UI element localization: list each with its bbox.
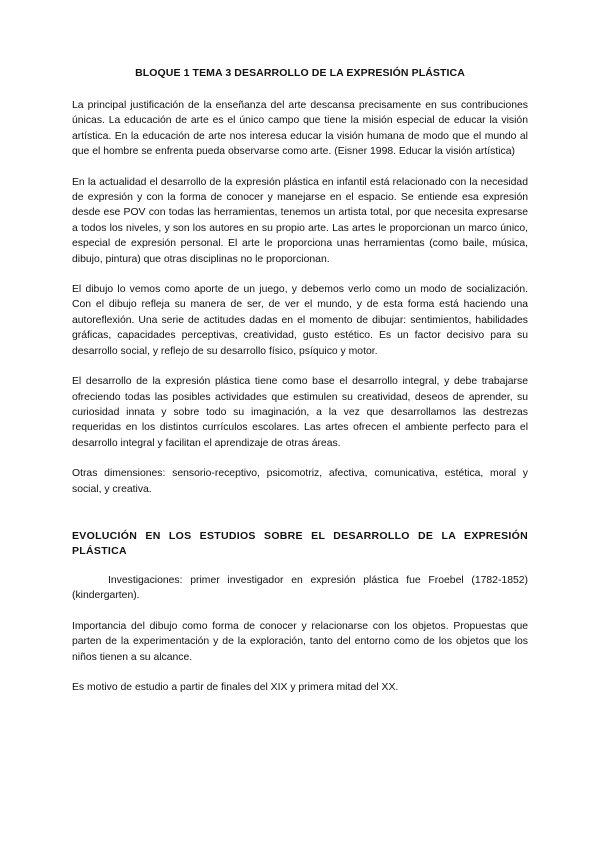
paragraph-study-period: Es motivo de estudio a partir de finales del XIX y primera mitad del XX. [72,681,399,693]
paragraph-investigations: Investigaciones: primer investigador en expresión plástica fue Froebel (1782-1852) (kindergarten). [72,574,528,602]
paragraph-integral-development: El desarrollo de la expresión plástica tiene como base el desarrollo integral, y debe trabajarse ofreciendo todas las posibles actividades que estimulen su creatividad, deseos de aprender, su curiosidad innata y sobre todo su imaginación, a la vez que desarrollamos las destrezas requeridas en los distintos currículos escolares. Las artes ofrecen el ambiente perfecto para el desarrollo integral y facilitan el aprendizaje de otras áreas. [72,376,528,449]
paragraph-drawing-importance: Importancia del dibujo como forma de conocer y relacionarse con los objetos. Propuestas que parten de la experimentación y de la exploración, tanto del entorno como de los objetos que los niños tienen a su alcance. [72,620,528,663]
document-title: BLOQUE 1 TEMA 3 DESARROLLO DE LA EXPRESIÓN PLÁSTICA [135,67,465,79]
paragraph-eisner-quote: La principal justificación de la enseñanza del arte descansa precisamente en sus contribuciones únicas. La educación de arte es el único campo que tiene la misión especial de educar la visión artística. En la educación de arte nos interesa educar la visión humana de modo que el mundo al que el hombre se enfrenta pueda observarse como arte. (Eisner 1998. Educar la visión artística) [72,100,528,158]
paragraph-drawing-play: El dibujo lo vemos como aporte de un juego, y debemos verlo como un modo de socialización. Con el dibujo refleja su manera de ser, de ver el mundo, y de esta forma está haciendo una autoreflexión. Una serie de actitudes dadas en el momento de dibujar: sentimientos, habilidades gráficas, capacidades perceptivas, creatividad, gusto estético. Es un factor decisivo para su desarrollo social, y reflejo de su desarrollo físico, psíquico y motor. [72,284,528,357]
section-title-evolution: EVOLUCIÓN EN LOS ESTUDIOS SOBRE EL DESARROLLO DE LA EXPRESIÓN PLÁSTICA [72,529,528,557]
paragraph-current-development: En la actualidad el desarrollo de la expresión plástica en infantil está relacionado con la necesidad de expresión y con la forma de conocer y manejarse en el espacio. Se entiende esa expresión desde ese POV con todas las herramientas, tenemos un artista total, por que necesita expresarse a todos los niveles, y son los autores en su propio arte. Las artes le proporcionan un marco único, especial de expresión personal. El arte le proporciona unas herramientas (como baile, música, dibujo, pintura) que otras disciplinas no le proporcionan. [72,176,528,265]
paragraph-other-dimensions: Otras dimensiones: sensorio-receptivo, psicomotriz, afectiva, comunicativa, estética, moral y social, y creativa. [72,468,528,495]
